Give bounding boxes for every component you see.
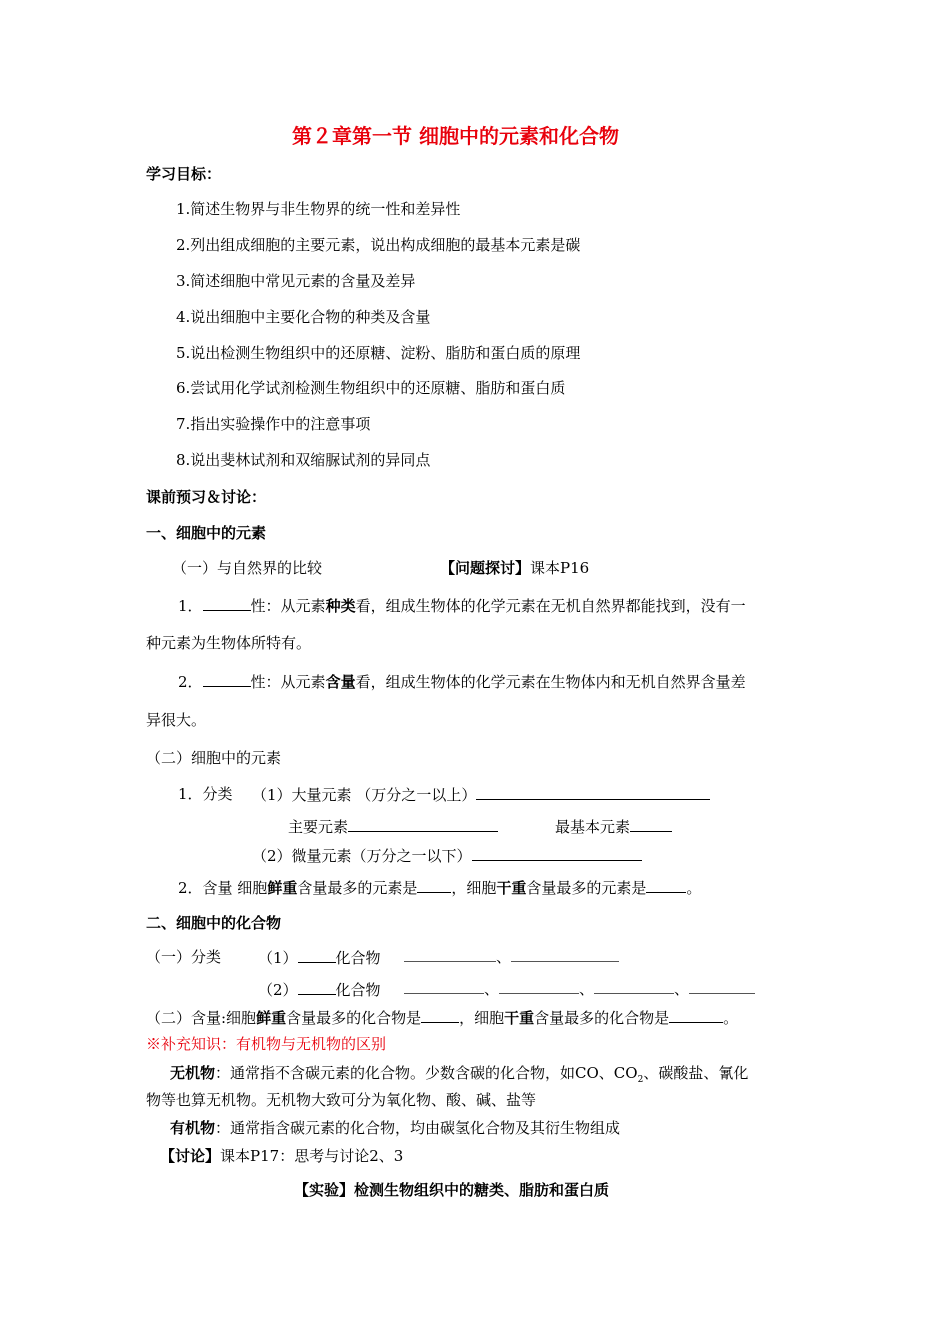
section-1-heading: 一、细胞中的元素 [146,524,267,542]
text: ：通常指含碳元素的化合物，均由碳氢化合物及其衍生物组成 [215,1119,621,1137]
compound-class-1-examples [404,947,619,967]
text: 含量最多的元素是 [297,879,418,897]
text: 化合物 [335,949,381,967]
dry-weight-compound-blank[interactable] [669,1007,723,1023]
example-blank[interactable] [499,979,579,994]
text: 2．含量 细胞 [178,879,268,897]
experiment-label: 【实验】 [294,1181,355,1199]
main-elements-label: 主要元素 [288,818,349,836]
experiment-title: 检测生物组织中的糖类、脂肪和蛋白质 [354,1181,610,1199]
example-blank[interactable] [511,947,619,962]
separator: 、 [496,948,512,966]
example-blank[interactable] [404,979,484,994]
discussion-label: 【讨论】 [160,1147,221,1165]
fresh-weight-element-blank[interactable] [417,877,451,893]
example-blank[interactable] [689,979,755,994]
micro-elements [252,845,642,866]
objectives-heading: 学习目标： [146,165,222,183]
item-text: 看，组成生物体的化学元素在生物体内和无机自然界含量差 [355,673,746,691]
organic-definition [170,1118,620,1138]
compound-class-2 [258,979,381,1000]
problem-discussion-ref: 课本P16 [530,559,590,577]
example-blank[interactable] [594,979,674,994]
basic-elements-blank[interactable] [630,816,672,832]
inorganic-definition-continued: 物等也算无机物。无机物大致可分为氧化物、酸、碱、盐等 [146,1091,537,1109]
objective-item: 4.说出细胞中主要化合物的种类及含量 [176,308,431,326]
experiment-heading [294,1180,609,1200]
basic-elements [555,816,672,837]
macro-elements-label: （1）大量元素 （万分之一以上） [252,786,477,804]
text: 含量最多的化合物是 [286,1009,422,1027]
macro-elements-blank[interactable] [476,784,710,800]
compound-class-1-blank[interactable] [298,947,336,963]
separator: 、 [484,980,500,998]
text: 化合物 [335,981,381,999]
objective-item: 1.简述生物界与非生物界的统一性和差异性 [176,200,461,218]
inorganic-label: 无机物 [170,1064,216,1082]
objective-item: 8.说出斐林试剂和双缩脲试剂的异同点 [176,451,431,469]
dry-weight-label: 干重 [496,879,527,897]
section-2-heading: 二、细胞中的化合物 [146,914,282,932]
discussion-ref: 课本P17：思考与讨论2、3 [220,1147,404,1165]
element-content [178,877,701,898]
compound-class-2-blank[interactable] [298,979,336,995]
unity-item-continued: 种元素为生物体所特有。 [146,634,312,652]
compound-class-1 [258,947,381,968]
difference-item-continued: 异很大。 [146,711,207,729]
text: 含量最多的元素是 [526,879,647,897]
text: （二）含量:细胞 [146,1009,257,1027]
fresh-weight-label: 鲜重 [256,1009,287,1027]
text: ：通常指不含碳元素的化合物。少数含碳的化合物，如CO、CO [215,1064,638,1082]
main-elements [288,816,498,837]
difference-item [178,671,746,692]
item-emphasis: 含量 [325,673,356,691]
subsection-cell-elements: （二）细胞中的元素 [146,749,282,767]
text: 。 [686,879,702,897]
problem-discussion [440,558,589,578]
text: ，细胞 [451,879,497,897]
page-title: 第２章第一节 细胞中的元素和化合物 [292,124,619,148]
separator: 、 [674,980,690,998]
fresh-weight-compound-blank[interactable] [421,1007,459,1023]
item-text: 性：从元素 [250,597,326,615]
supplement-note: ※补充知识：有机物与无机物的区别 [146,1035,387,1053]
compound-class-2-examples [404,979,755,999]
text: ，细胞 [459,1009,505,1027]
subsection-label: （一）与自然界的比较 [172,559,323,577]
inorganic-definition [170,1063,748,1090]
subscript: 2 [637,1075,644,1085]
unity-item [178,595,746,616]
text: （1） [258,949,298,967]
objective-item: 3.简述细胞中常见元素的含量及差异 [176,272,416,290]
objective-item: 7.指出实验操作中的注意事项 [176,415,371,433]
text: 。 [723,1009,739,1027]
basic-elements-label: 最基本元素 [555,818,631,836]
discussion-note [160,1146,403,1166]
item-emphasis: 种类 [325,597,356,615]
objective-item: 6.尝试用化学试剂检测生物组织中的还原糖、脂肪和蛋白质 [176,379,566,397]
item-text: 看，组成生物体的化学元素在无机自然界都能找到，没有一 [355,597,746,615]
unity-blank[interactable] [203,595,251,611]
fresh-weight-label: 鲜重 [267,879,298,897]
objective-item: 2.列出组成细胞的主要元素，说出构成细胞的最基本元素是碳 [176,236,581,254]
example-blank[interactable] [404,947,496,962]
text: 、碳酸盐、氰化 [643,1064,749,1082]
difference-blank[interactable] [203,671,251,687]
macro-elements [252,784,710,805]
compound-content [146,1007,738,1028]
problem-discussion-label: 【问题探讨】 [440,559,531,577]
objective-item: 5.说出检测生物组织中的还原糖、淀粉、脂肪和蛋白质的原理 [176,344,581,362]
item-number: 2． [178,673,203,691]
preview-heading: 课前预习＆讨论： [146,488,267,506]
text: （2） [258,981,298,999]
item-text: 性：从元素 [250,673,326,691]
compound-classification-label: （一）分类 [146,948,222,966]
subsection-nature-comparison [172,558,322,578]
organic-label: 有机物 [170,1119,216,1137]
main-elements-blank[interactable] [348,816,498,832]
classification-label: 1．分类 [178,785,233,803]
dry-weight-label: 干重 [504,1009,535,1027]
separator: 、 [579,980,595,998]
item-number: 1． [178,597,203,615]
dry-weight-element-blank[interactable] [646,877,686,893]
text: 含量最多的化合物是 [534,1009,670,1027]
micro-elements-label: （2）微量元素（万分之一以下） [252,847,472,865]
micro-elements-blank[interactable] [472,845,642,861]
